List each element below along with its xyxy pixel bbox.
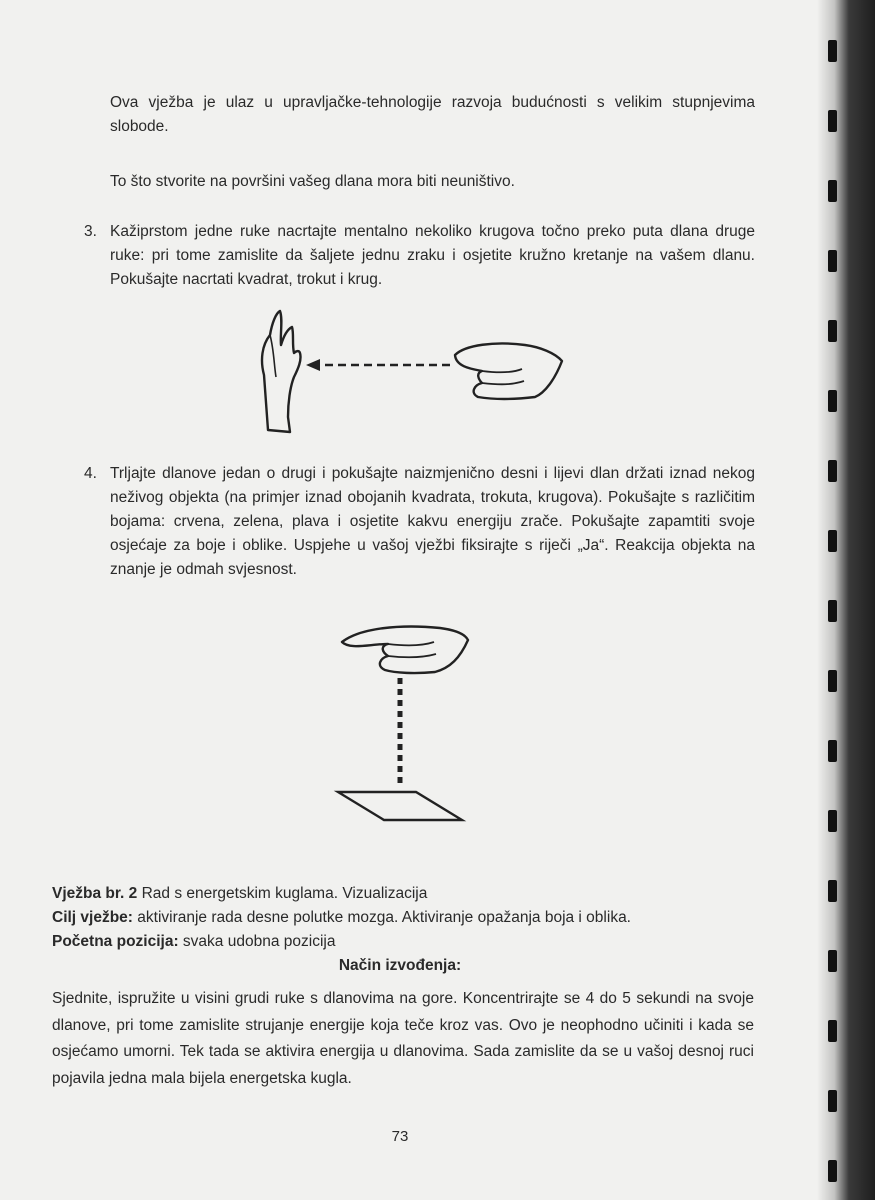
item-4-text: Trljajte dlanove jedan o drugi i pokušajte naizmjenično desni i lijevi dlan držati iznad nekog neživog objekta (na primjer iznad obojanih kvadrata, trokuta, krugova). Pokušajte s različitim bojama: crvena, zelena, plava i osjetite kakvu energiju zrače. Pokušajte zapamtiti svoje osjećaje za boje i oblike. Uspjehe u vašoj vježbi fiksirajte s riječi „Ja“. Reakcija objekta na znanje je odmah svjesnost. [110,465,755,578]
binding-spine [817,0,875,1200]
binding-coil [828,1090,837,1112]
binding-coil [828,810,837,832]
exercise-position-label: Početna pozicija: [52,933,179,950]
binding-coil [828,530,837,552]
method-paragraph: Sjednite, ispružite u visini grudi ruke s dlanovima na gore. Koncentrirajte se 4 do 5 sekundi na svoje dlanove, pri tome zamislite strujanje energije koja teče kroz vas. Ovo je neophodno učiniti i kada se osjećamo umorni. Tek tada se aktivira energija u dlanovima. Sada zamislite da se u vašoj desnoj ruci pojavila jedna mala bijela energetska kugla. [52,990,754,1087]
binding-coil [828,250,837,272]
arrow-head [306,359,320,371]
hand-over-square-illustration [330,610,480,830]
binding-coil [828,390,837,412]
binding-coil [828,880,837,902]
exercise-goal-label: Cilj vježbe: [52,909,133,926]
indestructible-paragraph: To što stvorite na površini vašeg dlana mora biti neuništivo. [110,173,515,190]
binding-coil [828,670,837,692]
item-4-number: 4. [84,465,97,482]
exercise-goal-line [52,906,752,930]
exercise-position-line [52,930,752,954]
exercise-position-text: svaka udobna pozicija [178,933,336,950]
method-heading: Način izvođenja: [338,957,462,974]
open-palm-hand [262,311,301,432]
exercise-title-label: Vježba br. 2 [52,885,138,902]
finger-to-palm-illustration [250,305,580,440]
binding-coil [828,950,837,972]
binding-coil [828,740,837,762]
binding-coil [828,460,837,482]
binding-coil [828,320,837,342]
exercise-title-line [52,882,752,906]
binding-coil [828,1160,837,1182]
square-shape [338,792,462,820]
exercise-title-text: Rad s energetskim kuglama. Vizualizacija [137,885,428,902]
binding-coil [828,600,837,622]
hovering-hand [342,627,468,674]
binding-coil [828,110,837,132]
binding-coil [828,40,837,62]
binding-coil [828,180,837,202]
intro-paragraph: Ova vježba je ulaz u upravljačke-tehnologije razvoja budućnosti s velikim stupnjevima slobode. [110,94,755,135]
item-3-number: 3. [84,223,97,240]
page-number: 73 [391,1128,409,1145]
binding-coil [828,1020,837,1042]
item-3-text: Kažiprstom jedne ruke nacrtajte mentalno nekoliko krugova točno preko puta dlana druge ruke: pri tome zamislite da šaljete jednu zraku i osjetite kružno kretanje na vašem dlanu. Pokušajte nacrtati kvadrat, trokut i krug. [110,223,755,288]
exercise-goal-text: aktiviranje rada desne polutke mozga. Aktiviranje opažanja boja i oblika. [132,909,631,926]
